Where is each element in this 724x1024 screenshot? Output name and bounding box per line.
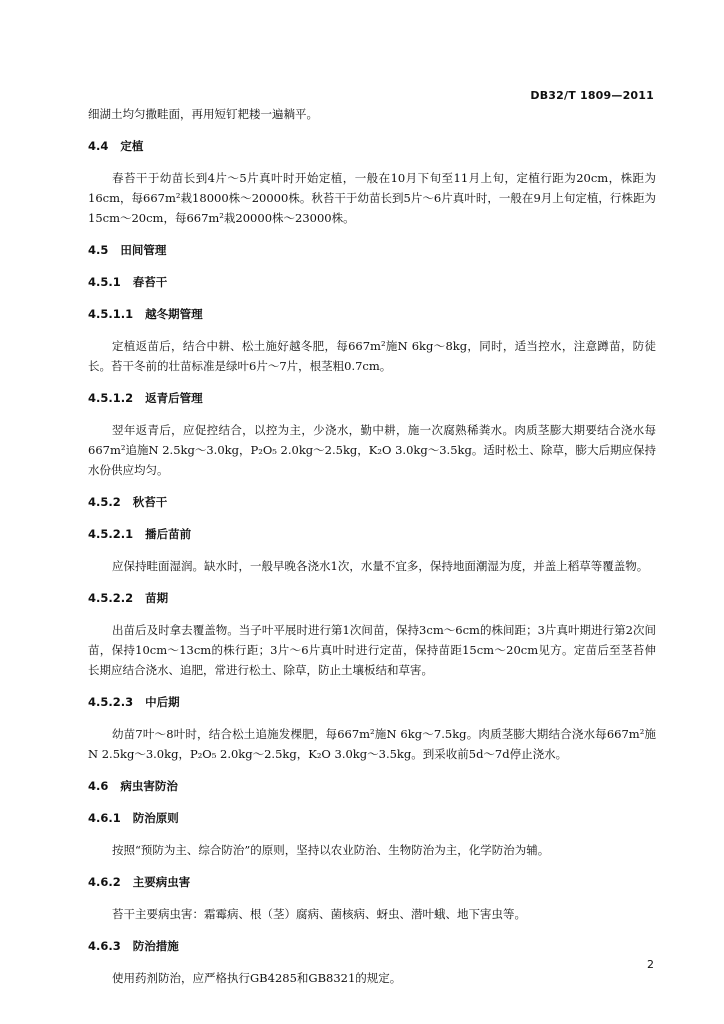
section-number: 4.6.2 xyxy=(88,875,121,889)
paragraph: 翌年返青后，应促控结合，以控为主，少浇水，勤中耕，施一次腐熟稀粪水。肉质茎膨大期要结合浇水每667m²追施N 2.5kg～3.0kg，P₂O₅ 2.0kg～2.5kg，K₂O 3.0kg～3.5kg。适时松土、除草，膨大后期应保持水份供应均匀。 xyxy=(88,423,656,477)
section-heading xyxy=(88,272,656,292)
section-number: 4.5.1 xyxy=(88,275,121,289)
section-title: 春苔干 xyxy=(132,275,168,289)
paragraph: 定植返苗后，结合中耕、松土施好越冬肥，每667m²施N 6kg～8kg，同时，适当控水，注意蹲苗，防徒长。苔干冬前的壮苗标准是绿叶6片～7片，根茎粗0.7cm。 xyxy=(88,339,656,373)
standard-code: DB32/T 1809—2011 xyxy=(530,89,654,102)
section-heading xyxy=(88,240,656,260)
paragraph: 苔干主要病虫害：霜霉病、根（茎）腐病、菌核病、蚜虫、潜叶蛾、地下害虫等。 xyxy=(112,907,526,921)
document-body xyxy=(88,104,656,988)
section-heading xyxy=(88,588,656,608)
section-number: 4.6 xyxy=(88,779,109,793)
paragraph: 出苗后及时拿去覆盖物。当子叶平展时进行第1次间苗，保持3cm～6cm的株间距；3片真叶期进行第2次间苗，保持10cm～13cm的株行距；3片～6片真叶时进行定苗，保持苗距15cm～20cm见方。定苗后至茎苔伸长期应结合浇水、追肥，常进行松土、除草，防止土壤板结和草害。 xyxy=(88,623,656,677)
section-title: 病虫害防治 xyxy=(120,779,178,793)
section-title: 播后苗前 xyxy=(145,527,192,541)
section-title: 防治措施 xyxy=(132,939,179,953)
section-number: 4.5.2.3 xyxy=(88,695,134,709)
section-title: 返青后管理 xyxy=(145,391,203,405)
section-heading xyxy=(88,304,656,324)
section-heading xyxy=(88,388,656,408)
section-number: 4.5 xyxy=(88,243,109,257)
section-title: 防治原则 xyxy=(132,811,179,825)
section-heading xyxy=(88,136,656,156)
page-number: 2 xyxy=(647,958,654,971)
section-number: 4.5.1.1 xyxy=(88,307,134,321)
section-number: 4.5.2.2 xyxy=(88,591,134,605)
paragraph: 细湖土均匀撒畦面，再用短钉耙耧一遍耥平。 xyxy=(88,107,318,121)
section-heading xyxy=(88,492,656,512)
section-heading xyxy=(88,524,656,544)
section-heading xyxy=(88,808,656,828)
section-number: 4.5.2 xyxy=(88,495,121,509)
section-title: 越冬期管理 xyxy=(145,307,203,321)
section-number: 4.6.1 xyxy=(88,811,121,825)
section-title: 中后期 xyxy=(145,695,180,709)
section-number: 4.5.1.2 xyxy=(88,391,134,405)
section-title: 田间管理 xyxy=(120,243,167,257)
section-number: 4.4 xyxy=(88,139,109,153)
paragraph: 应保持畦面湿润。缺水时，一般早晚各浇水1次，水量不宜多，保持地面潮湿为度，并盖上稻草等覆盖物。 xyxy=(112,559,649,573)
paragraph: 按照“预防为主、综合防治”的原则，坚持以农业防治、生物防治为主，化学防治为辅。 xyxy=(112,843,550,857)
section-title: 苗期 xyxy=(145,591,169,605)
section-number: 4.5.2.1 xyxy=(88,527,134,541)
section-heading xyxy=(88,692,656,712)
paragraph: 幼苗7叶～8叶时，结合松土追施发棵肥，每667m²施N 6kg～7.5kg。肉质茎膨大期结合浇水每667m²施N 2.5kg～3.0kg，P₂O₅ 2.0kg～2.5kg，K₂O 3.0kg～3.5kg。到采收前5d～7d停止浇水。 xyxy=(88,727,656,761)
section-heading xyxy=(88,776,656,796)
section-heading xyxy=(88,872,656,892)
paragraph: 使用药剂防治，应严格执行GB4285和GB8321的规定。 xyxy=(112,971,402,985)
section-title: 定植 xyxy=(120,139,144,153)
section-title: 秋苔干 xyxy=(132,495,168,509)
section-title: 主要病虫害 xyxy=(132,875,191,889)
section-heading xyxy=(88,936,656,956)
section-number: 4.6.3 xyxy=(88,939,121,953)
paragraph: 春苔干于幼苗长到4片～5片真叶时开始定植，一般在10月下旬至11月上旬，定植行距为20cm，株距为16cm，每667m²栽18000株～20000株。秋苔干于幼苗长到5片～6片真叶时，一般在9月上旬定植，行株距为15cm～20cm，每667m²栽20000株～23000株。 xyxy=(88,171,656,225)
